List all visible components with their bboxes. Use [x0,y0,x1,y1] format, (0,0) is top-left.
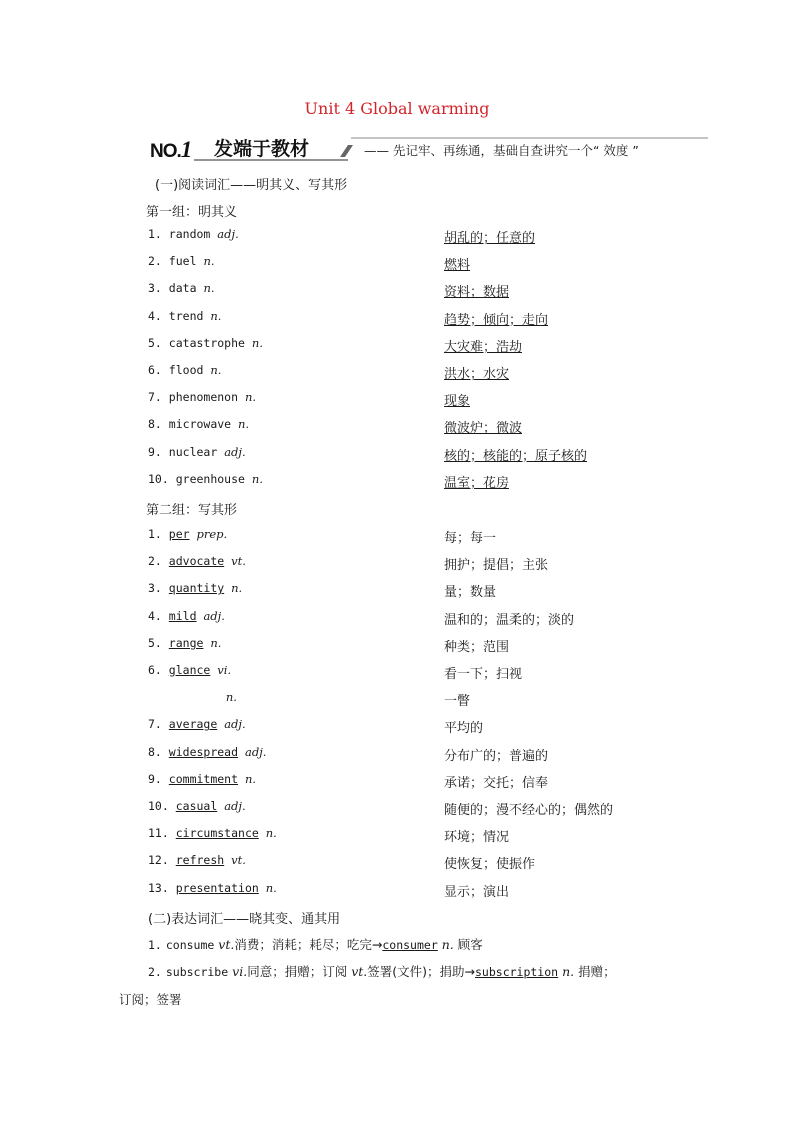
banner-heading: 发端于教材 [214,138,310,160]
vocab-meaning: 微波炉；微波 [444,421,523,437]
vocab-meaning: 一瞥 [444,694,471,710]
vocab-row [0,745,794,765]
vocab-part-of-speech: adj. [217,227,239,241]
vocab-row [0,336,794,356]
vocab-term [148,227,239,241]
vocab-word: per [168,527,190,541]
section-heading-reading-vocab: (一)阅读词汇——明其义、写其形 [155,178,348,193]
vocab-term [148,772,256,786]
vocab-word: casual [175,799,218,813]
vocab-term [148,554,246,568]
vocab-meaning: 平均的 [444,721,484,737]
vocab-word: widespread [168,744,239,759]
expression-item-subscribe: 2. subscribe vi.同意；捐赠；订阅 vt.签署(文件)；捐助→subscription n. 捐赠； [148,964,616,979]
vocab-row [0,636,794,656]
vocab-row [0,799,794,819]
vocab-term [148,336,263,350]
vocab-meaning: 每；每一 [444,531,497,546]
vocab-word: refresh [175,853,225,868]
vocab-meaning: 承诺；交托；信奉 [444,775,549,791]
banner-number: NO.1 [150,137,192,162]
vocab-row [0,690,794,710]
vocab-number: 8. [148,744,162,759]
vocab-term [148,281,215,295]
vocab-row [0,363,794,383]
vocab-part-of-speech: n. [251,471,263,486]
vocab-part-of-speech: vt. [231,853,246,868]
vocab-meaning: 看一下；扫视 [444,667,523,682]
vocab-number: 10. [148,799,169,813]
vocab-part-of-speech: adj. [203,608,225,623]
vocab-part-of-speech: n. [203,254,215,269]
vocab-meaning: 趋势；倾向；走向 [444,312,549,328]
vocab-row [0,826,794,846]
vocab-term [148,472,263,486]
vocab-row [0,390,794,410]
vocab-meaning: 大灾难；浩劫 [444,339,523,355]
vocab-word: commitment [168,771,239,786]
vocab-number: 7. [148,717,162,732]
vocab-meaning: 温和的；温柔的；淡的 [444,612,575,628]
vocab-number: 4. [148,608,162,623]
vocab-row [0,881,794,901]
vocab-word: presentation [175,880,259,895]
vocab-number: 4. [148,308,162,323]
vocab-term [148,445,246,459]
vocab-meaning: 拥护；提倡；主张 [444,558,549,574]
vocab-meaning: 洪水；水灾 [444,367,510,382]
vocab-part-of-speech: n. [203,281,215,296]
vocab-term [148,745,266,759]
vocab-term [148,799,246,813]
vocab-term [148,309,221,323]
vocab-part-of-speech: n. [225,690,237,705]
vocab-number: 5. [148,335,162,350]
vocab-row [0,554,794,574]
vocab-part-of-speech: n. [265,880,277,895]
vocab-meaning: 现象 [444,394,471,410]
expression-item-consume: 1. consume vt.消费；消耗；耗尽；吃完→consumer n. 顾客 [148,937,483,952]
vocab-word: average [168,717,218,732]
vocab-number: 3. [148,581,162,596]
vocab-row [0,417,794,437]
vocab-meaning: 燃料 [444,258,471,274]
vocab-row [0,853,794,873]
vocab-number: 2. [148,554,162,569]
vocab-number: 6. [148,363,162,377]
vocab-word: greenhouse [175,471,245,486]
group-heading-form: 第二组：写其形 [146,503,238,518]
vocab-term [148,254,215,268]
vocab-word: mild [168,608,197,623]
vocab-term [148,663,231,677]
vocab-number: 1. [148,227,162,241]
banner-subtitle: —— 先记牢、再练通，基础自查讲究一个“ 效度 ” [364,143,639,158]
vocab-term [148,717,246,731]
group-heading-meaning: 第一组：明其义 [146,205,238,220]
vocab-word: advocate [168,554,225,569]
section-banner [148,133,708,163]
vocab-part-of-speech: n. [231,581,243,596]
vocab-word: flood [168,363,204,377]
section-heading-expression-vocab: (二)表达词汇——晓其变、通其用 [148,912,341,927]
vocab-meaning: 量；数量 [444,585,497,601]
vocab-part-of-speech: prep. [196,527,228,541]
vocab-word: quantity [168,581,225,596]
vocab-row [0,609,794,629]
vocab-term [148,636,221,650]
vocab-row [0,581,794,601]
vocab-word: fuel [168,254,197,269]
vocab-meaning: 使恢复；使振作 [444,857,536,873]
vocab-part-of-speech: adj. [224,444,246,459]
vocab-row [0,717,794,737]
vocab-row [0,309,794,329]
vocab-number: 5. [148,635,162,650]
vocab-meaning: 核的；核能的；原子核的 [444,448,588,464]
vocab-meaning: 显示；演出 [444,884,510,900]
vocab-word: range [168,635,204,650]
vocab-number: 3. [148,281,162,296]
vocab-word: nuclear [168,444,218,459]
vocab-part-of-speech: vi. [217,663,232,677]
vocab-word: trend [168,308,204,323]
vocab-number: 2. [148,254,162,269]
vocab-term [212,690,237,704]
vocab-number: 9. [148,444,162,459]
vocab-term [148,390,256,404]
vocab-row [0,472,794,492]
vocab-row [0,663,794,683]
vocab-part-of-speech: n. [251,335,263,350]
vocab-term [148,826,277,840]
vocab-number: 7. [148,390,162,405]
vocab-meaning: 温室；花房 [444,475,510,491]
vocab-word: glance [168,663,211,677]
vocab-part-of-speech: n. [210,635,222,650]
vocab-part-of-speech: n. [244,771,257,786]
vocab-part-of-speech: n. [238,417,250,432]
vocab-term [148,881,277,895]
vocab-meaning: 随便的；漫不经心的；偶然的 [444,803,614,818]
vocab-word: phenomenon [168,390,239,405]
vocab-meaning: 胡乱的；任意的 [444,231,536,246]
vocab-word: catastrophe [168,335,245,350]
page-title: Unit 4 Global warming [304,99,490,118]
vocab-part-of-speech: n. [244,390,257,405]
vocab-word: circumstance [175,826,259,841]
vocab-part-of-speech: adj. [224,799,246,813]
vocab-number: 8. [148,417,162,432]
vocab-part-of-speech: n. [210,308,222,323]
vocab-number: 11. [148,826,169,841]
vocab-meaning: 分布广的；普遍的 [444,748,549,764]
vocab-row [0,281,794,301]
vocab-number: 10. [148,471,169,486]
vocab-part-of-speech: n. [210,363,222,377]
vocab-meaning: 环境；情况 [444,830,510,846]
vocab-word: data [168,281,197,296]
vocab-word: microwave [168,417,232,432]
vocab-number: 13. [148,880,169,895]
vocab-row [0,772,794,792]
vocab-part-of-speech: vt. [231,554,246,569]
vocab-term [148,609,225,623]
vocab-meaning: 资料；数据 [444,285,510,301]
vocab-row [0,527,794,547]
vocab-number: 12. [148,853,169,868]
vocab-part-of-speech: n. [265,826,277,841]
vocab-term [148,853,246,867]
vocab-term [148,417,249,431]
expression-item-subscribe-continued: 订阅；签署 [119,992,182,1007]
vocab-word: random [168,227,211,241]
vocab-term [148,527,227,541]
vocab-meaning: 种类；范围 [444,639,510,655]
vocab-number: 9. [148,771,162,786]
vocab-row [0,227,794,247]
vocab-number: 1. [148,527,162,541]
vocab-row [0,254,794,274]
vocab-row [0,445,794,465]
vocab-term [148,581,242,595]
vocab-part-of-speech: adj. [244,744,267,759]
vocab-part-of-speech: adj. [224,717,246,732]
vocab-number: 6. [148,663,162,677]
vocab-term [148,363,221,377]
